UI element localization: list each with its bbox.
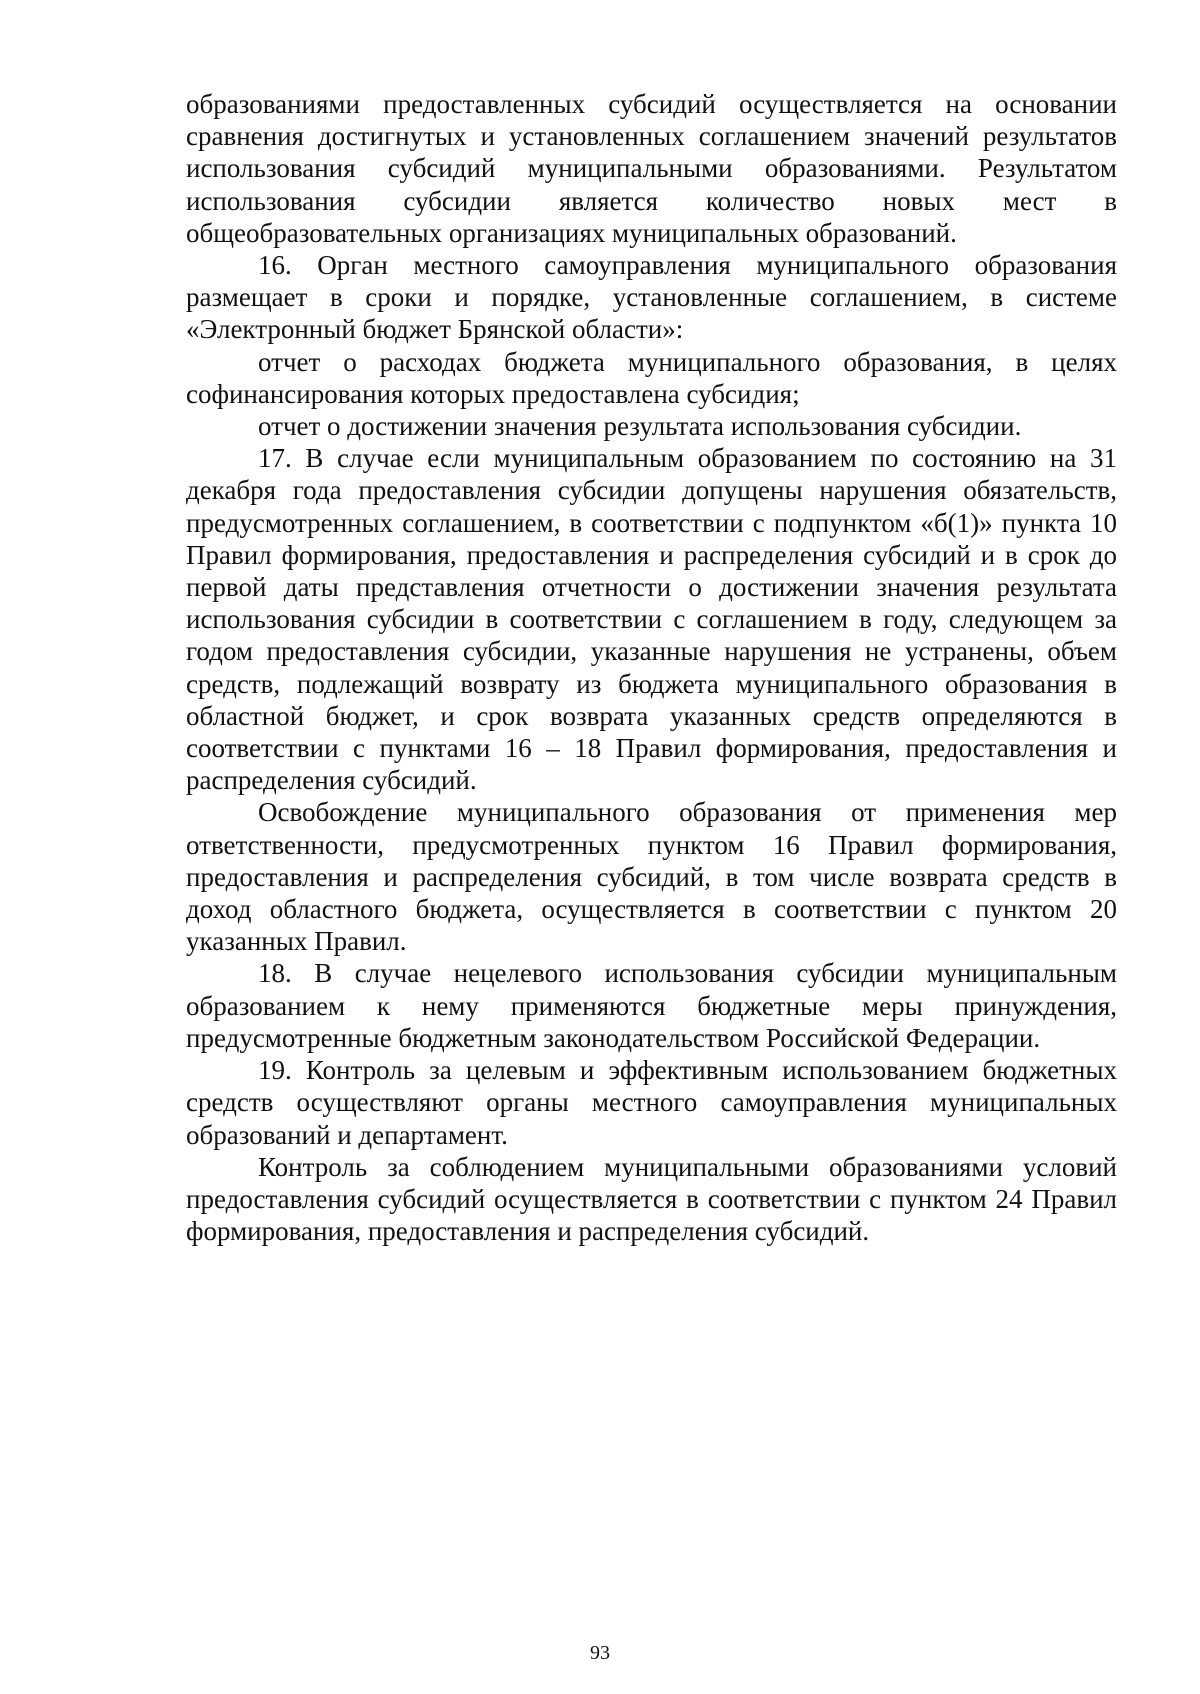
paragraph-item-19: 19. Контроль за целевым и эффективным использованием бюджетных средств осуществляют органы местного самоуправления муниципальных образований и департамент. [186,1055,1117,1150]
paragraph-item-16: 16. Орган местного самоуправления муниципального образования размещает в сроки и порядке, установленные соглашением, в системе «Электронный бюджет Брянской области»: [186,250,1117,345]
page-number: 93 [590,1642,610,1664]
paragraph-control-conditions: Контроль за соблюдением муниципальными образованиями условий предоставления субсидий осуществляется в соответствии с пунктом 24 Правил формирования, предоставления и распределения субсидий. [186,1151,1117,1247]
paragraph-exemption: Освобождение муниципального образования от применения мер ответственности, предусмотренных пунктом 16 Правил формирования, предоставления и распределения субсидий, в том числе возврата средств в доход областного бюджета, осуществляется в соответствии с пунктом 20 указанных Правил. [186,797,1117,957]
paragraph-report-expenses: отчет о расходах бюджета муниципального образования, в целях софинансирования которых предоставлена субсидия; [186,346,1117,409]
paragraph-report-result: отчет о достижении значения результата использования субсидии. [258,411,1022,442]
paragraph-item-18: 18. В случае нецелевого использования субсидии муниципальным образованием к нему применяются бюджетные меры принуждения, предусмотренные бюджетным законодательством Российской Федерации. [186,958,1117,1053]
paragraph-continuation: образованиями предоставленных субсидий осуществляется на основании сравнения достигнутых и установленных соглашением значений результатов использования субсидий муниципальными образованиями. Результатом использования субсидии является количество новых мест в общеобразовательных организациях муниципальных образований. [186,89,1117,248]
paragraph-item-17: 17. В случае если муниципальным образованием по состоянию на 31 декабря года предоставления субсидии допущены нарушения обязательств, предусмотренных соглашением, в соответствии с подпунктом «б(1)» пункта 10 Правил формирования, предоставления и распределения субсидий и в срок до первой даты представления отчетности о достижении значения результата использования субсидии в соответствии с соглашением в году, следующем за годом предоставления субсидии, указанные нарушения не устранены, объем средств, подлежащий возврату из бюджета муниципального образования в областной бюджет, и срок возврата указанных средств определяются в соответствии с пунктами 16 – 18 Правил формирования, предоставления и распределения субсидий. [186,443,1117,796]
document-body [186,88,1117,1247]
